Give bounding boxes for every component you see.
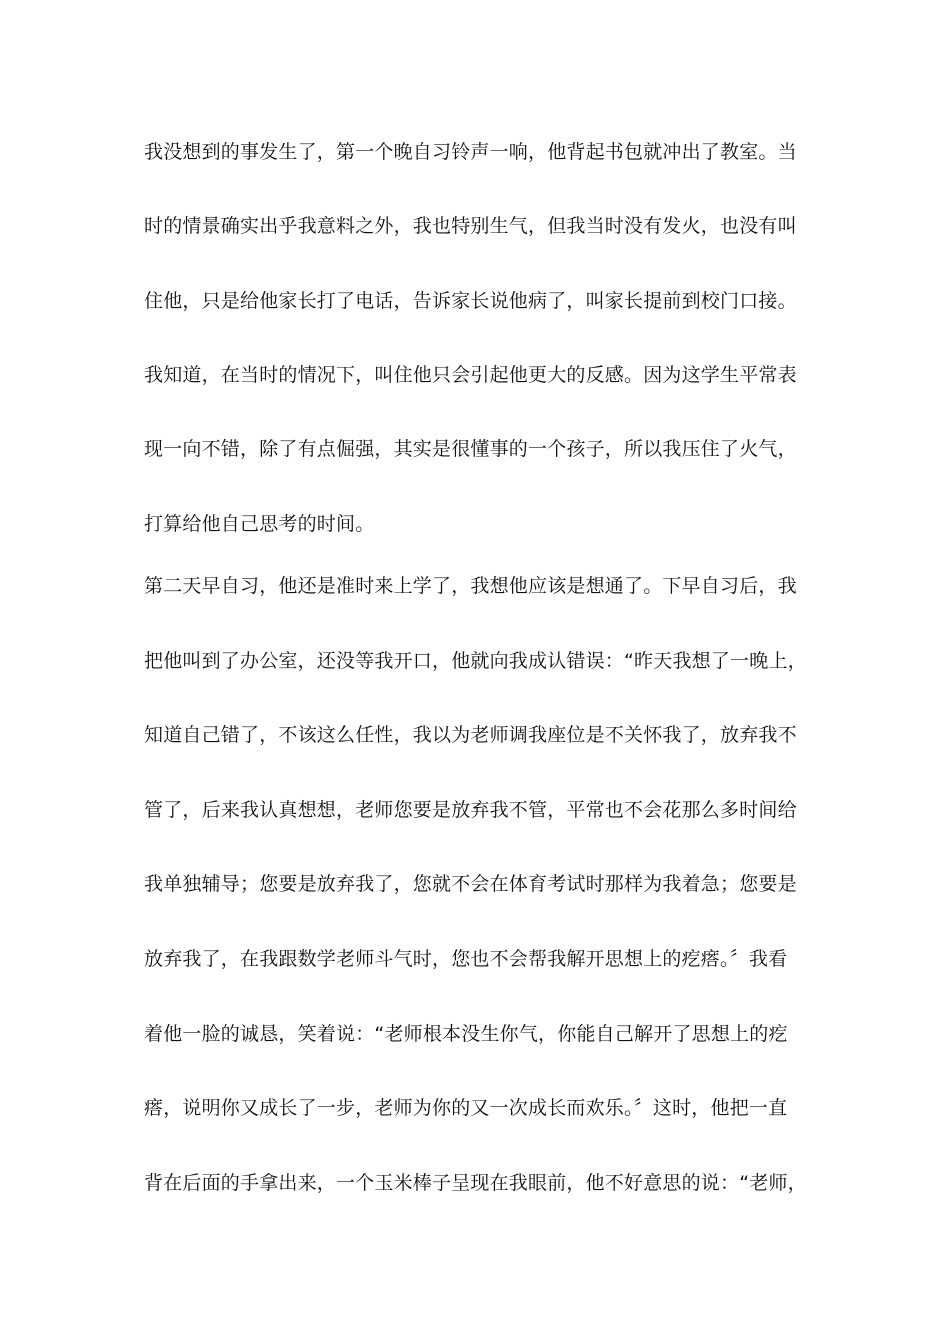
text-line: 瘩，说明你又成长了一步，老师为你的又一次成长而欢乐。〞这时，他把一直	[144, 1097, 788, 1119]
text-line: 着他一脸的诚恳，笑着说：“老师根本没生你气，你能自己解开了思想上的疙	[144, 1023, 788, 1045]
text-line: 我知道，在当时的情况下，叫住他只会引起他更大的反感。因为这学生平常表	[144, 364, 797, 386]
text-line: 背在后面的手拿出来，一个玉米棒子呈现在我眼前，他不好意思的说：“老师，	[144, 1172, 807, 1194]
text-line: 时的情景确实出乎我意料之外，我也特别生气，但我当时没有发火，也没有叫	[144, 215, 797, 237]
text-line: 第二天早自习，他还是准时来上学了，我想他应该是想通了。下早自习后，我	[144, 575, 797, 597]
text-line: 打算给他自己思考的时间。	[144, 513, 375, 535]
text-line: 住他，只是给他家长打了电话，告诉家长说他病了，叫家长提前到校门口接。	[144, 290, 797, 312]
text-line: 放弃我了，在我跟数学老师斗气时，您也不会帮我解开思想上的疙瘩。〞我看	[144, 948, 788, 970]
text-line: 我单独辅导；您要是放弃我了，您就不会在体育考试时那样为我着急；您要是	[144, 873, 797, 895]
text-line: 我没想到的事发生了，第一个晚自习铃声一响，他背起书包就冲出了教室。当	[144, 141, 797, 163]
text-line: 把他叫到了办公室，还没等我开口，他就向我成认错误：“昨天我想了一晚上，	[144, 650, 807, 672]
text-line: 管了，后来我认真想想，老师您要是放弃我不管，平常也不会花那么多时间给	[144, 799, 797, 821]
text-line: 现一向不错，除了有点倔强，其实是很懂事的一个孩子，所以我压住了火气，	[144, 438, 797, 460]
text-line: 知道自己错了，不该这么任性，我以为老师调我座位是不关怀我了，放弃我不	[144, 724, 797, 746]
